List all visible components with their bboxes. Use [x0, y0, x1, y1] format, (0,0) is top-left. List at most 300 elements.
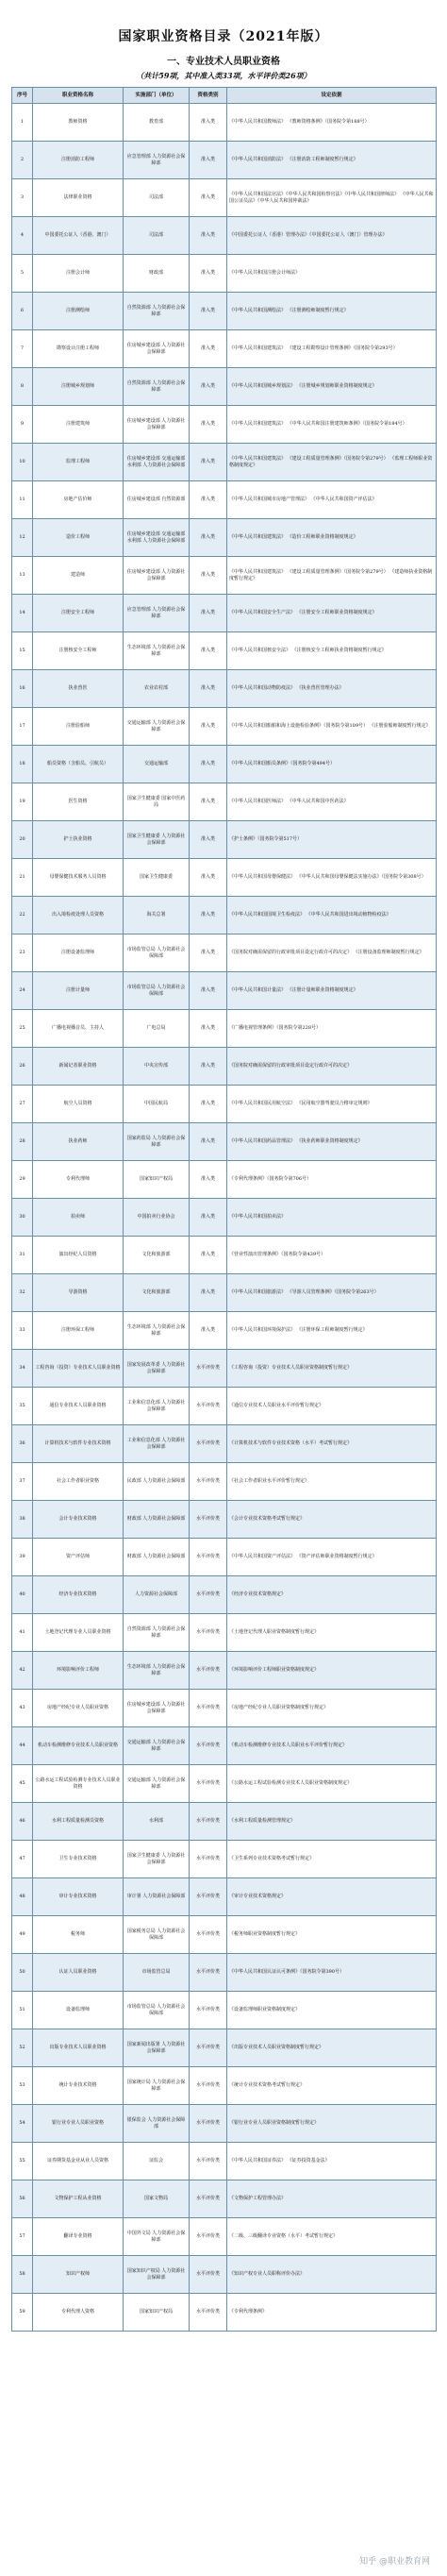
row-dept: 生态环境部 人力资源社会保障部 [124, 632, 190, 670]
row-index: 14 [12, 595, 33, 632]
row-dept: 自然资源部 人力资源社会保障部 [124, 293, 190, 330]
row-dept: 自然资源部 人力资源社会保障部 [124, 368, 190, 406]
row-name: 认证人员职业资格 [33, 1954, 124, 1992]
table-body [12, 104, 437, 2332]
row-dept: 住房城乡建设部 人力资源社会保障部 [124, 557, 190, 595]
row-dept: 文化和旅游部 [124, 1274, 190, 1312]
row-basis: 《计算机技术与软件专业技术资格（水平）考试暂行规定》 [227, 1425, 437, 1463]
row-dept: 市场监管总局 [124, 1954, 190, 1992]
row-type: 准入类 [190, 1237, 227, 1274]
row-name: 银行业专业人员职业资格 [33, 2105, 124, 2143]
table-row [12, 934, 437, 972]
row-dept: 国家知识产权局 [124, 2294, 190, 2332]
table-row [12, 2180, 437, 2218]
row-name: 航空人员资格 [33, 1086, 124, 1123]
row-type: 准入类 [190, 934, 227, 972]
row-index: 56 [12, 2180, 33, 2218]
table-row [12, 1237, 437, 1274]
row-type: 水平评价类 [190, 1539, 227, 1576]
row-index: 58 [12, 2256, 33, 2294]
row-index: 57 [12, 2218, 33, 2256]
row-type: 准入类 [190, 557, 227, 595]
row-name: 护士执业资格 [33, 821, 124, 859]
row-dept: 国家卫生健康委 [124, 859, 190, 897]
row-basis: 《中华人民共和国建筑法》 《建设工程质量管理条例》（国务院令第279号） 《监理工程师职业资格制度规定》 [227, 444, 437, 481]
row-type: 水平评价类 [190, 1463, 227, 1501]
count-note: （共计59项，其中准入类33项，水平评价类26项） [136, 71, 311, 80]
row-dept: 工业和信息化部 人力资源社会保障部 [124, 1388, 190, 1425]
row-index: 53 [12, 2067, 33, 2105]
row-type: 准入类 [190, 897, 227, 934]
row-index: 37 [12, 1463, 33, 1501]
row-dept: 住房城乡建设部 人力资源社会保障部 [124, 330, 190, 368]
table-row [12, 2294, 437, 2332]
row-name: 造价工程师 [33, 519, 124, 557]
row-basis: 《中华人民共和国核安全法》 《注册核安全工程师执业资格制度暂行规定》 [227, 632, 437, 670]
row-type: 准入类 [190, 1086, 227, 1123]
table-row [12, 746, 437, 783]
row-dept: 国家新闻出版署 人力资源社会保障部 [124, 2029, 190, 2067]
row-name: 执业药师 [33, 1123, 124, 1161]
row-name: 注册设备监理师 [33, 934, 124, 972]
row-name: 法律职业资格 [33, 179, 124, 217]
table-row [12, 2067, 437, 2105]
table-row [12, 1199, 437, 1237]
row-name: 注册核安全工程师 [33, 632, 124, 670]
table-row [12, 2143, 437, 2180]
row-type: 水平评价类 [190, 1614, 227, 1652]
row-basis: 《工程咨询（投资）专业技术人员职业资格制度暂行规定》 [227, 1350, 437, 1388]
row-basis: 《中华人民共和国城市房地产管理法》 《中华人民共和国资产评估法》 [227, 481, 437, 519]
row-type: 准入类 [190, 1274, 227, 1312]
row-type: 准入类 [190, 746, 227, 783]
row-type: 准入类 [190, 1161, 227, 1199]
row-type: 准入类 [190, 670, 227, 708]
table-row [12, 708, 437, 746]
row-name: 环境影响评价工程师 [33, 1652, 124, 1690]
row-dept: 司法部 [124, 179, 190, 217]
row-index: 50 [12, 1954, 33, 1992]
row-type: 水平评价类 [190, 1350, 227, 1388]
row-basis: 《中华人民共和国消防法》 《注册消防工程师制度暂行规定》 [227, 142, 437, 179]
row-name: 知识产权师 [33, 2256, 124, 2294]
row-index: 48 [12, 1878, 33, 1916]
row-name: 会计专业技术资格 [33, 1501, 124, 1539]
row-index: 59 [12, 2294, 33, 2332]
row-type: 水平评价类 [190, 1501, 227, 1539]
row-index: 29 [12, 1161, 33, 1199]
row-type: 准入类 [190, 1199, 227, 1237]
row-basis: 《统计专业技术资格考试暂行规定》 [227, 2067, 437, 2105]
row-dept: 交通运输部 人力资源社会保障部 [124, 1765, 190, 1803]
row-index: 55 [12, 2143, 33, 2180]
row-basis: 《中华人民共和国认证认可条例》（国务院令第390号） [227, 1954, 437, 1992]
row-type: 水平评价类 [190, 2256, 227, 2294]
row-index: 20 [12, 821, 33, 859]
row-name: 注册计量师 [33, 972, 124, 1010]
row-name: 注册城乡规划师 [33, 368, 124, 406]
row-basis: 《知识产权专业人员职称评价办法》 [227, 2256, 437, 2294]
row-type: 准入类 [190, 255, 227, 293]
table-row [12, 179, 437, 217]
row-dept: 国家卫生健康委 人力资源社会保障部 [124, 1841, 190, 1878]
row-type: 准入类 [190, 293, 227, 330]
table-row [12, 1048, 437, 1086]
table-row [12, 519, 437, 557]
row-type: 水平评价类 [190, 1690, 227, 1727]
row-name: 注册会计师 [33, 255, 124, 293]
row-basis: 《中华人民共和国计量法》 《注册计量师职业资格制度规定》 [227, 972, 437, 1010]
row-index: 7 [12, 330, 33, 368]
table-row [12, 783, 437, 821]
row-basis: 《社会工作者职业水平评价暂行规定》 [227, 1463, 437, 1501]
row-basis: 《中华人民共和国法官法》《中华人民共和国检察官法》《中华人民共和国律师法》 《中华人民共和国公证员法》《中华人民共和国仲裁法》 [227, 179, 437, 217]
row-basis: 《卫生系列专业技术资格考试暂行规定》 [227, 1841, 437, 1878]
row-dept: 财政部 [124, 255, 190, 293]
row-basis: 《中华人民共和国教师法》 《教师资格条例》（国务院令第188号） [227, 104, 437, 142]
row-basis: 《中华人民共和国证券法》 《证券投资基金法》 [227, 2143, 437, 2180]
row-name: 文物保护工程从业资格 [33, 2180, 124, 2218]
table-row [12, 1992, 437, 2029]
row-index: 21 [12, 859, 33, 897]
table-row [12, 1878, 437, 1916]
row-name: 设备监理师 [33, 1992, 124, 2029]
row-dept: 国家卫生健康委 人力资源社会保障部 [124, 821, 190, 859]
row-dept: 中央宣传部 [124, 1048, 190, 1086]
row-name: 建造师 [33, 557, 124, 595]
row-index: 12 [12, 519, 33, 557]
row-dept: 证监会 [124, 2143, 190, 2180]
row-basis: 《中华人民共和国民用航空法》 《民用航空器驾驶员合格审定规则》 [227, 1086, 437, 1123]
row-basis: 《审计专业技术资格规定》 [227, 1878, 437, 1916]
table-row [12, 2256, 437, 2294]
row-basis: 《税务师职业资格制度暂行规定》 [227, 1916, 437, 1954]
row-basis: 《中国委托公证人（香港）管理办法》《中国委托公证人（澳门）管理办法》 [227, 217, 437, 255]
row-type: 水平评价类 [190, 1388, 227, 1425]
row-type: 水平评价类 [190, 2067, 227, 2105]
row-dept: 审计署 人力资源社会保障部 [124, 1878, 190, 1916]
row-index: 3 [12, 179, 33, 217]
row-basis: 《中华人民共和国国境卫生检疫法》 《中华人民共和国进出境动植物检疫法》 [227, 897, 437, 934]
row-name: 通信专业技术人员职业资格 [33, 1388, 124, 1425]
row-index: 43 [12, 1690, 33, 1727]
table-row [12, 368, 437, 406]
row-name: 工程咨询（投资）专业技术人员职业资格 [33, 1350, 124, 1388]
row-basis: 《中华人民共和国建筑法》 《造价工程师职业资格制度规定》 [227, 519, 437, 557]
row-basis: 《广播电视管理条例》（国务院令第228号） [227, 1010, 437, 1048]
row-dept: 中国外文局 人力资源社会保障部 [124, 2218, 190, 2256]
row-dept: 住房城乡建设部 人力资源社会保障部 [124, 406, 190, 444]
row-index: 47 [12, 1841, 33, 1878]
table-row [12, 1350, 437, 1388]
table-row [12, 255, 437, 293]
table-row [12, 406, 437, 444]
row-dept: 国家文物局 [124, 2180, 190, 2218]
row-dept: 住房城乡建设部 人力资源社会保障部 [124, 1690, 190, 1727]
table-row [12, 1652, 437, 1690]
row-index: 19 [12, 783, 33, 821]
row-dept: 自然资源部 人力资源社会保障部 [124, 1614, 190, 1652]
row-name: 土地登记代理专业人员职业资格 [33, 1614, 124, 1652]
row-index: 25 [12, 1010, 33, 1048]
row-basis: 《文物保护工程管理办法》 [227, 2180, 437, 2218]
row-basis: 《中华人民共和国测绘法》 《注册测绘师制度暂行规定》 [227, 293, 437, 330]
row-name: 资产评估师 [33, 1539, 124, 1576]
row-dept: 银保监会 人力资源社会保障部 [124, 2105, 190, 2143]
row-dept: 交通运输部 人力资源社会保障部 [124, 708, 190, 746]
table-row [12, 972, 437, 1010]
row-name: 出版专业技术人员职业资格 [33, 2029, 124, 2067]
row-basis: 《水利工程质量检测管理规定》 [227, 1803, 437, 1841]
row-basis: 《专利代理条例》（国务院令第706号） [227, 1161, 437, 1199]
row-type: 准入类 [190, 330, 227, 368]
row-name: 公路水运工程试验检测专业技术人员职业资格 [33, 1765, 124, 1803]
row-name: 船员资格（含船员、引航员） [33, 746, 124, 783]
table-row [12, 1954, 437, 1992]
row-dept: 人力资源社会保障部 [124, 1576, 190, 1614]
row-name: 专利代理师 [33, 1161, 124, 1199]
table-row [12, 821, 437, 859]
row-name: 经济专业技术资格 [33, 1576, 124, 1614]
row-dept: 市场监管总局 人力资源社会保障部 [124, 972, 190, 1010]
row-type: 水平评价类 [190, 1916, 227, 1954]
row-dept: 财政部 人力资源社会保障部 [124, 1501, 190, 1539]
row-type: 准入类 [190, 142, 227, 179]
row-index: 32 [12, 1274, 33, 1312]
row-basis: 《公路水运工程试验检测专业技术人员职业资格制度规定》 [227, 1765, 437, 1803]
row-type: 准入类 [190, 481, 227, 519]
row-type: 水平评价类 [190, 2218, 227, 2256]
row-name: 拍卖师 [33, 1199, 124, 1237]
header-type: 资格类别 [190, 88, 227, 104]
row-dept: 财政部 人力资源社会保障部 [124, 1539, 190, 1576]
table-row [12, 632, 437, 670]
row-index: 35 [12, 1388, 33, 1425]
row-type: 水平评价类 [190, 1425, 227, 1463]
row-basis: 《中华人民共和国建筑法》 《建设工程勘察设计管理条例》（国务院令第293号） [227, 330, 437, 368]
row-basis: 《出版专业技术人员职业资格制度暂行规定》 [227, 2029, 437, 2067]
row-name: 监理工程师 [33, 444, 124, 481]
table-row [12, 1765, 437, 1803]
row-dept: 生态环境部 人力资源社会保障部 [124, 1312, 190, 1350]
table-row [12, 104, 437, 142]
row-type: 水平评价类 [190, 2105, 227, 2143]
row-dept: 交通运输部 [124, 746, 190, 783]
row-index: 34 [12, 1350, 33, 1388]
table-row [12, 1576, 437, 1614]
row-basis: 《房地产经纪专业人员职业资格制度暂行规定》 [227, 1690, 437, 1727]
row-basis: 《中华人民共和国母婴保健法》 《中华人民共和国母婴保健法实施办法》（国务院令第308号） [227, 859, 437, 897]
table-row [12, 1463, 437, 1501]
row-basis: 《机动车检测维修专业技术人员职业水平评价暂行规定》 [227, 1727, 437, 1765]
row-index: 42 [12, 1652, 33, 1690]
row-dept: 国家统计局 人力资源社会保障部 [124, 2067, 190, 2105]
table-row [12, 1841, 437, 1878]
row-type: 准入类 [190, 1123, 227, 1161]
row-basis: 《中华人民共和国药品管理法》 《执业药师职业资格制度规定》 [227, 1123, 437, 1161]
row-dept: 国家发展改革委 人力资源社会保障部 [124, 1350, 190, 1388]
row-index: 11 [12, 481, 33, 519]
row-dept: 教育部 [124, 104, 190, 142]
row-index: 27 [12, 1086, 33, 1123]
row-basis: 《环境影响评价工程师职业资格制度规定》 [227, 1652, 437, 1690]
row-name: 机动车检测维修专业技术人员职业资格 [33, 1727, 124, 1765]
row-index: 2 [12, 142, 33, 179]
row-basis: 《中华人民共和国城乡规划法》 《注册城乡规划师职业资格制度规定》 [227, 368, 437, 406]
table-row [12, 1614, 437, 1652]
row-index: 38 [12, 1501, 33, 1539]
row-name: 中国委托公证人（香港、澳门） [33, 217, 124, 255]
row-index: 15 [12, 632, 33, 670]
row-name: 注册环保工程师 [33, 1312, 124, 1350]
row-basis: 《中华人民共和国安全生产法》 《注册安全工程师职业资格制度规定》 [227, 595, 437, 632]
row-index: 45 [12, 1765, 33, 1803]
row-type: 准入类 [190, 595, 227, 632]
row-basis: 《中华人民共和国建筑法》 《中华人民共和国注册建筑师条例》（国务院令第184号） [227, 406, 437, 444]
table-row [12, 2029, 437, 2067]
row-index: 52 [12, 2029, 33, 2067]
row-basis: 《通信专业技术人员职业水平评价暂行规定》 [227, 1388, 437, 1425]
row-index: 16 [12, 670, 33, 708]
row-name: 注册测绘师 [33, 293, 124, 330]
row-basis: 《二级、三级翻译专业资格（水平）考试暂行规定》 [227, 2218, 437, 2256]
row-type: 准入类 [190, 217, 227, 255]
row-index: 17 [12, 708, 33, 746]
table-row [12, 2218, 437, 2256]
row-basis: 《中华人民共和国船舶和海上设施检验条例》（国务院令第109号） 《注册验船师制度暂行规定》 [227, 708, 437, 746]
row-name: 出入境检疫处理人员资格 [33, 897, 124, 934]
row-name: 母婴保健技术服务人员资格 [33, 859, 124, 897]
row-dept: 应急管理部 人力资源社会保障部 [124, 595, 190, 632]
row-type: 水平评价类 [190, 2294, 227, 2332]
row-dept: 生态环境部 人力资源社会保障部 [124, 1652, 190, 1690]
row-index: 1 [12, 104, 33, 142]
row-basis: 《中华人民共和国船员条例》（国务院令第494号） [227, 746, 437, 783]
row-dept: 住房城乡建设部 交通运输部 水利部 人力资源社会保障部 [124, 519, 190, 557]
row-type: 准入类 [190, 708, 227, 746]
row-index: 4 [12, 217, 33, 255]
row-basis: 《中华人民共和国旅游法》 《导游人员管理条例》（国务院令第263号） [227, 1274, 437, 1312]
row-type: 准入类 [190, 104, 227, 142]
watermark: 知乎 @职业教育网 [359, 2557, 430, 2567]
row-type: 水平评价类 [190, 1803, 227, 1841]
row-index: 39 [12, 1539, 33, 1576]
row-name: 注册消防工程师 [33, 142, 124, 179]
header-basis: 设定依据 [227, 88, 437, 104]
row-index: 40 [12, 1576, 33, 1614]
table-row [12, 1312, 437, 1350]
table-row [12, 897, 437, 934]
section-heading: 一、专业技术人员职业资格 [167, 57, 280, 67]
row-basis: 《护士条例》（国务院令第517号） [227, 821, 437, 859]
row-dept: 国家药监局 人力资源社会保障部 [124, 1123, 190, 1161]
row-basis: 《中华人民共和国建筑法》 《建设工程质量管理条例》（国务院令第279号） 《建造师执业资格制度暂行规定》 [227, 557, 437, 595]
row-index: 30 [12, 1199, 33, 1237]
row-index: 22 [12, 897, 33, 934]
row-index: 9 [12, 406, 33, 444]
row-type: 准入类 [190, 1312, 227, 1350]
row-type: 水平评价类 [190, 1727, 227, 1765]
table-row [12, 1916, 437, 1954]
row-index: 24 [12, 972, 33, 1010]
table-row [12, 1501, 437, 1539]
row-type: 水平评价类 [190, 2143, 227, 2180]
row-name: 注册验船师 [33, 708, 124, 746]
row-dept: 中国拍卖行业协会 [124, 1199, 190, 1237]
row-type: 水平评价类 [190, 2180, 227, 2218]
row-index: 10 [12, 444, 33, 481]
row-dept: 国家税务总局 人力资源社会保障部 [124, 1916, 190, 1954]
table-row [12, 595, 437, 632]
row-basis: 《经济专业技术资格规定》 [227, 1576, 437, 1614]
row-basis: 《设备监理师职业资格制度规定》 [227, 1992, 437, 2029]
row-name: 教师资格 [33, 104, 124, 142]
row-dept: 国家卫生健康委 国家中医药局 [124, 783, 190, 821]
table-row [12, 1123, 437, 1161]
table-row [12, 293, 437, 330]
table-row [12, 1010, 437, 1048]
row-index: 13 [12, 557, 33, 595]
header-index: 序号 [12, 88, 33, 104]
row-name: 注册安全工程师 [33, 595, 124, 632]
row-dept: 水利部 [124, 1803, 190, 1841]
row-basis: 《中华人民共和国拍卖法》 [227, 1199, 437, 1237]
row-dept: 住房城乡建设部 交通运输部 水利部 人力资源社会保障部 [124, 444, 190, 481]
row-index: 46 [12, 1803, 33, 1841]
row-type: 准入类 [190, 783, 227, 821]
row-index: 31 [12, 1237, 33, 1274]
table-row [12, 670, 437, 708]
table-row [12, 444, 437, 481]
row-basis: 《中华人民共和国注册会计师法》 [227, 255, 437, 293]
row-dept: 文化和旅游部 [124, 1237, 190, 1274]
row-type: 水平评价类 [190, 1954, 227, 1992]
row-dept: 民政部 人力资源社会保障部 [124, 1463, 190, 1501]
row-name: 房地产经纪专业人员职业资格 [33, 1690, 124, 1727]
row-name: 专利代理人资格 [33, 2294, 124, 2332]
row-name: 医生资格 [33, 783, 124, 821]
table-row [12, 1086, 437, 1123]
row-index: 41 [12, 1614, 33, 1652]
document-title: 国家职业资格目录（2021年版） [118, 29, 329, 44]
row-type: 准入类 [190, 444, 227, 481]
row-type: 准入类 [190, 821, 227, 859]
row-type: 水平评价类 [190, 1841, 227, 1878]
row-basis: 《中华人民共和国动物防疫法》 《执业兽医管理办法》 [227, 670, 437, 708]
row-type: 水平评价类 [190, 2029, 227, 2067]
row-index: 26 [12, 1048, 33, 1086]
row-basis: 《中华人民共和国医师法》 《中华人民共和国中医药法》 [227, 783, 437, 821]
row-index: 54 [12, 2105, 33, 2143]
row-type: 准入类 [190, 179, 227, 217]
row-basis: 《中华人民共和国资产评估法》 《资产评估师职业资格制度暂行规定》 [227, 1539, 437, 1576]
header-dept: 实施部门（单位） [124, 88, 190, 104]
row-dept: 广电总局 [124, 1010, 190, 1048]
row-index: 33 [12, 1312, 33, 1350]
table-row [12, 859, 437, 897]
row-type: 准入类 [190, 368, 227, 406]
row-dept: 交通运输部 人力资源社会保障部 [124, 1727, 190, 1765]
row-name: 统计专业技术资格 [33, 2067, 124, 2105]
row-type: 准入类 [190, 859, 227, 897]
row-index: 44 [12, 1727, 33, 1765]
table-row [12, 1161, 437, 1199]
row-name: 水利工程质量检测员资格 [33, 1803, 124, 1841]
row-type: 准入类 [190, 406, 227, 444]
row-type: 水平评价类 [190, 1652, 227, 1690]
row-name: 社会工作者职业资格 [33, 1463, 124, 1501]
row-basis: 《营业性演出管理条例》（国务院令第439号） [227, 1237, 437, 1274]
